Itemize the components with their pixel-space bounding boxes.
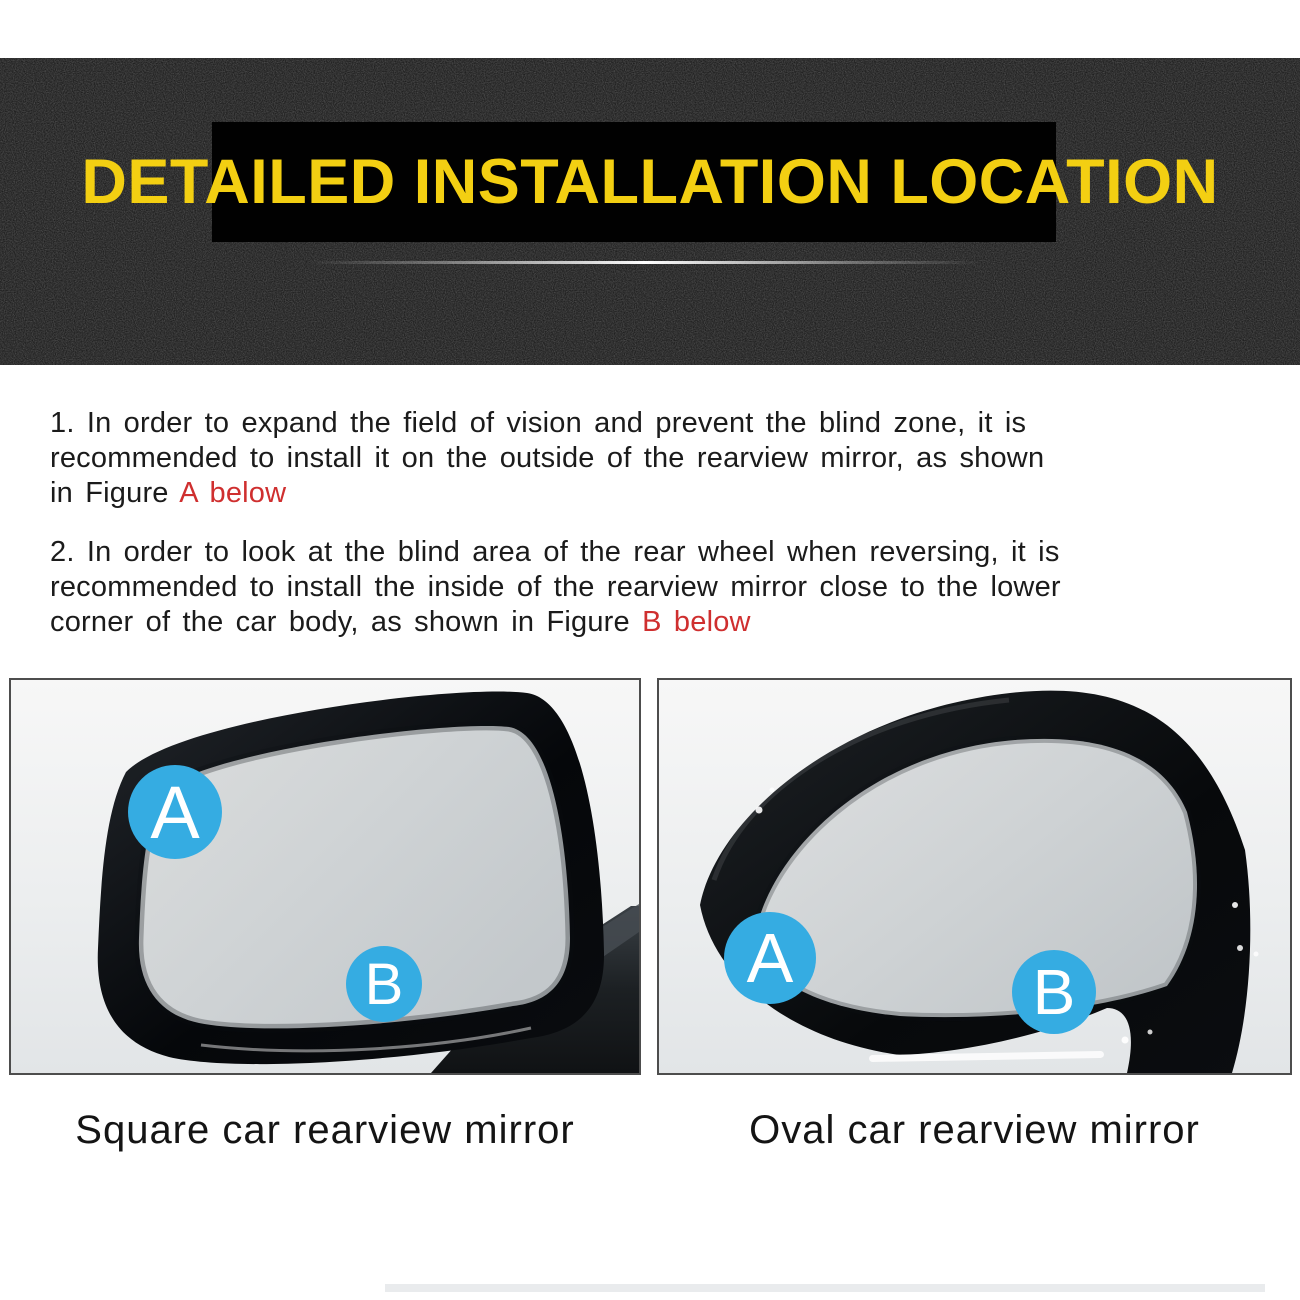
blind-spot-marker-b bbox=[1012, 950, 1096, 1034]
caption-oval-mirror: Oval car rearview mirror bbox=[749, 1108, 1200, 1152]
bottom-shadow-bar bbox=[385, 1284, 1265, 1292]
reflection-dot bbox=[1122, 1037, 1129, 1044]
instruction-1-line-1: 1. In order to expand the field of vision and prevent the blind zone, it is bbox=[50, 407, 1027, 439]
instruction-2-line-3 bbox=[50, 605, 1061, 640]
mirror-illustration-oval bbox=[659, 680, 1290, 1073]
instruction-1-line-3-text: in Figure bbox=[50, 477, 180, 509]
banner-title: DETAILED INSTALLATION LOCATION bbox=[81, 147, 1219, 217]
instruction-list bbox=[50, 406, 1061, 640]
reflection-dot bbox=[756, 807, 763, 814]
reflection-dot bbox=[1232, 902, 1238, 908]
instruction-2-line-3-text: corner of the car body, as shown in Figure bbox=[50, 606, 643, 638]
banner-highlight-line bbox=[308, 261, 982, 264]
caption-square-mirror: Square car rearview mirror bbox=[75, 1108, 575, 1152]
reflection-dot bbox=[1237, 945, 1243, 951]
header-banner bbox=[0, 58, 1300, 365]
mirror-illustration-square bbox=[11, 680, 639, 1073]
instruction-1-line-2: recommended to install it on the outside of the rearview mirror, as shown bbox=[50, 442, 1045, 474]
instruction-1-line-3 bbox=[50, 476, 1061, 511]
instruction-item-1 bbox=[50, 406, 1061, 511]
instruction-item-2 bbox=[50, 535, 1061, 640]
figure-ref-a: A below bbox=[179, 477, 287, 509]
marker-letter: B bbox=[364, 951, 404, 1017]
reflection-dot bbox=[1148, 1030, 1153, 1035]
marker-letter: B bbox=[1032, 956, 1076, 1028]
figure-panel-oval bbox=[657, 678, 1292, 1075]
instruction-2-line-2: recommended to install the inside of the rearview mirror close to the lower bbox=[50, 571, 1061, 603]
instruction-2-line-1: 2. In order to look at the blind area of the rear wheel when reversing, it is bbox=[50, 536, 1060, 568]
blind-spot-marker-a bbox=[724, 912, 816, 1004]
blind-spot-marker-a bbox=[128, 765, 222, 859]
figure-ref-b: B below bbox=[642, 606, 751, 638]
marker-letter: A bbox=[150, 770, 200, 854]
blind-spot-marker-b bbox=[346, 946, 422, 1022]
reflection-dot bbox=[770, 788, 775, 793]
reflection-dot bbox=[1254, 952, 1259, 957]
figure-panel-square bbox=[9, 678, 641, 1075]
marker-letter: A bbox=[746, 919, 794, 997]
